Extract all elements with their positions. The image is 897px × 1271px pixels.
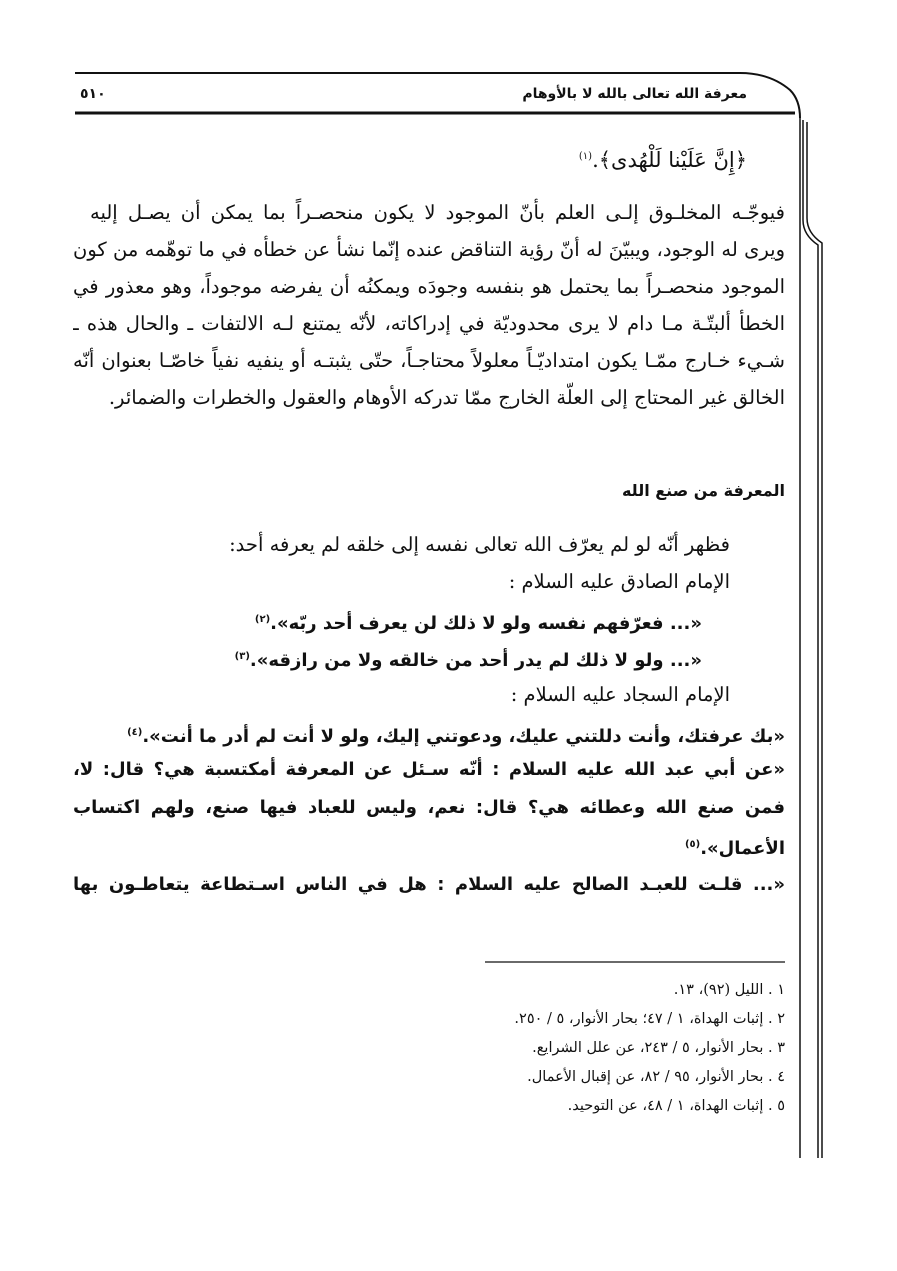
quote-text: «... فعرّفهم نفسه ولو لا ذلك لن يعرف أحد ربّه». xyxy=(270,613,702,634)
quote-line: «... قلـت للعبـد الصالح عليه السلام : هل في الناس اسـتطاعة يتعاطـون بها xyxy=(73,874,785,895)
paragraph-line: الخطأ ألبتّـة مـا دام لا يرى محدوديّة في إدراكاته، لأنّه يمتنع لـه الالتفات ـ والحال هذه ـ xyxy=(73,312,785,335)
footnote-ref: (٥) xyxy=(684,839,701,850)
quote-line: «عن أبي عبد الله عليه السلام : أنّه سـئل عن المعرفة أمكتسبة هي؟ قال: لا، xyxy=(73,759,785,780)
paragraph-line: ويرى له الوجود، ويبيّنَ له أنّ رؤية التناقض عنده إنّما نشأ عن خطأه في ما توهّمه من كون xyxy=(73,238,785,261)
section-heading: المعرفة من صنع الله xyxy=(621,481,785,500)
paragraph-line: فيوجّـه المخلـوق إلـى العلم بأنّ الموجود لا يكون منحصـراً بما يمكن أن يصـل إليه xyxy=(90,201,785,224)
footnote-ref: (٤) xyxy=(127,727,143,738)
intro-text: فظهر أنّه لو لم يعرّف الله تعالى نفسه إلى خلقه لم يعرفه أحد: xyxy=(229,533,730,556)
footnote-ref: (٢) xyxy=(254,614,271,625)
footnote: ٢ . إثبات الهداة، ١ / ٤٧؛ بحار الأنوار، ٥ / ٢٥٠. xyxy=(514,1011,785,1027)
quote-text: الأعمال». xyxy=(700,838,785,859)
footnote: ١ . الليل (٩٢)، ١٣. xyxy=(673,982,785,998)
quran-text: ﴿إِنَّ عَلَيْنا لَلْهُدى﴾. xyxy=(592,148,747,172)
paragraph-line: الموجود منحصـراً بما يحتمل هو بنفسه وجودَه ويمكنُه أن يفرضه موجوداً، وهو معذور في xyxy=(73,275,785,298)
quote-text: «... ولو لا ذلك لم يدر أحد من خالقه ولا من رازقه». xyxy=(249,650,702,671)
footnote: ٤ . بحار الأنوار، ٩٥ / ٨٢، عن إقبال الأعمال. xyxy=(527,1069,785,1085)
imam-sajjad-label: الإمام السجاد عليه السلام : xyxy=(510,683,730,706)
quote-line xyxy=(685,830,785,864)
quote-line: فمن صنع الله وعطائه هي؟ قال: نعم، وليس للعباد فيها صنع، ولهم اكتساب xyxy=(73,797,785,818)
page-number: ٥١٠ xyxy=(80,86,106,102)
footnote: ٣ . بحار الأنوار، ٥ / ٢٤٣، عن علل الشرايع. xyxy=(532,1040,785,1056)
footnote-ref: (١) xyxy=(578,151,593,162)
paragraph-line: الخالق غير المحتاج إلى العلّة الخارج ممّا تدركه الأوهام والعقول والخطرات والضمائر. xyxy=(108,386,785,409)
quote xyxy=(235,642,702,676)
imam-sadiq-label: الإمام الصادق عليه السلام : xyxy=(508,570,730,593)
quran-verse xyxy=(579,142,747,175)
quote xyxy=(255,605,702,639)
running-title: معرفة الله تعالى بالله لا بالأوهام xyxy=(522,86,747,102)
paragraph-line: شـيء خـارج ممّـا يكون امتداديّـاً معلولاً محتاجـاً، حتّى يثبتـه أو ينفيه نفياً خاصّـا بعنوان أنّه xyxy=(73,349,785,372)
footnote-ref: (٣) xyxy=(234,651,250,662)
quote xyxy=(127,718,785,752)
quote-text: «بك عرفتك، وأنت دللتني عليك، ودعوتني إليك، ولو لا أنت لم أدر ما أنت». xyxy=(142,726,785,747)
footnote: ٥ . إثبات الهداة، ١ / ٤٨، عن التوحيد. xyxy=(567,1098,785,1114)
